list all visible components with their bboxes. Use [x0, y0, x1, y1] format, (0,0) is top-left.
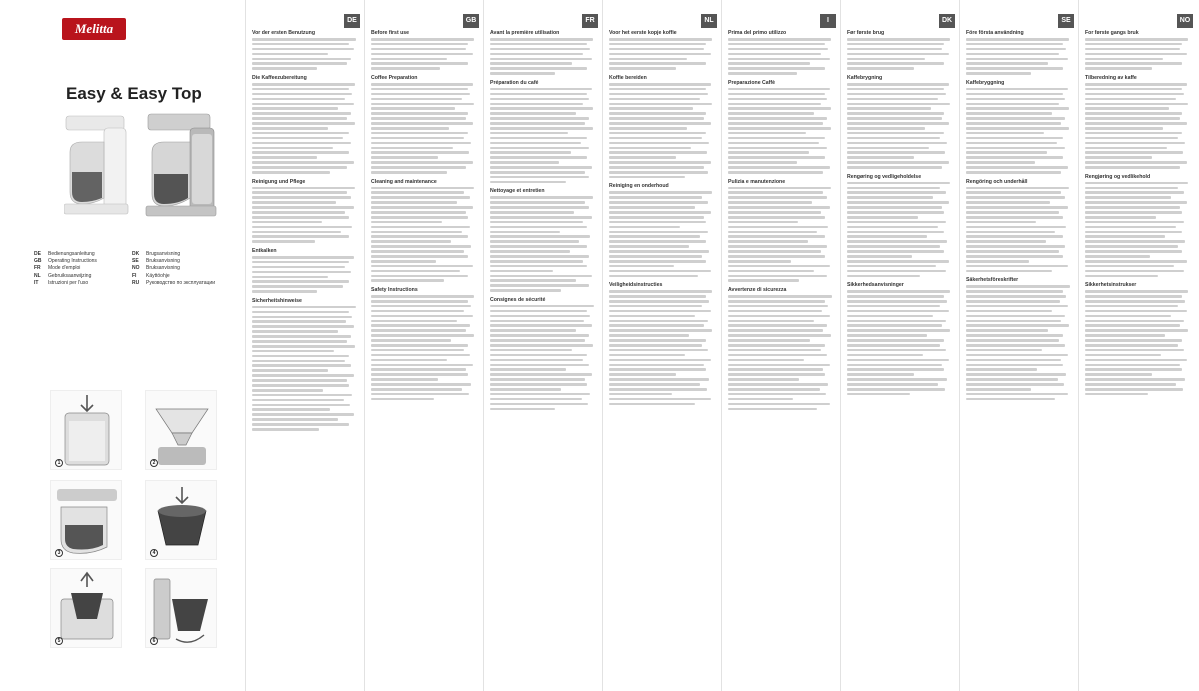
figure-number-3: 3: [55, 549, 63, 557]
section-heading: Före första användning: [966, 30, 1024, 36]
figure-3: [50, 480, 122, 560]
figure-panel: [0, 380, 245, 691]
figure-4-drawing: [146, 481, 218, 561]
figure-number-2: 2: [150, 459, 158, 467]
fold-line: [602, 0, 603, 691]
section-heading: Coffee Preparation: [371, 74, 418, 81]
fold-line: [1078, 0, 1079, 691]
figure-4: [145, 480, 217, 560]
figure-number-1: 1: [55, 459, 63, 467]
section-heading: For første gangs bruk: [1085, 30, 1139, 36]
section-heading: Nettoyage et entretien: [490, 188, 545, 195]
section-heading: Koffie bereiden: [609, 74, 647, 81]
language-tab: I: [820, 14, 836, 28]
column-text: [966, 24, 1074, 683]
column-text: [847, 24, 955, 683]
coffee-machine-white: [64, 116, 128, 214]
section-heading: Safety Instructions: [371, 287, 418, 294]
language-tab: NL: [701, 14, 717, 28]
figure-2: [145, 390, 217, 470]
language-tab: NO: [1177, 14, 1193, 28]
section-heading: Vor der ersten Benutzung: [252, 30, 316, 36]
language-tab: DE: [344, 14, 360, 28]
section-heading: Avant la première utilisation: [490, 30, 560, 36]
figure-6: [145, 568, 217, 648]
language-tab: DK: [939, 14, 955, 28]
fold-line: [483, 0, 484, 691]
language-tab: SE: [1058, 14, 1074, 28]
section-heading: Sikkerhetsinstrukser: [1085, 282, 1137, 289]
coffee-machines-illustration: [64, 112, 234, 222]
section-heading: Reinigung und Pflege: [252, 178, 306, 185]
figure-1-drawing: [51, 391, 123, 471]
section-heading: Voor het eerste kopje koffie: [609, 30, 677, 36]
section-heading: Prima del primo utilizzo: [728, 30, 787, 36]
section-heading: Kaffebryggning: [966, 79, 1005, 86]
fold-line: [721, 0, 722, 691]
column-fr: [490, 0, 598, 691]
figure-3-drawing: [51, 481, 123, 561]
section-heading: Consignes de sécurité: [490, 296, 546, 303]
cover-panel: [0, 0, 245, 380]
figure-1: [50, 390, 122, 470]
section-heading: Säkerhetsföreskrifter: [966, 277, 1019, 284]
fold-line: [959, 0, 960, 691]
section-heading: Pulizia e manutenzione: [728, 178, 786, 185]
column-text: [371, 24, 479, 683]
figure-5: [50, 568, 122, 648]
section-heading: Sicherheitshinweise: [252, 297, 302, 304]
column-no: [1085, 0, 1193, 691]
column-text: [252, 24, 360, 683]
brand-logo: Melitta: [62, 18, 126, 40]
column-text: [490, 24, 598, 683]
fold-line: [364, 0, 365, 691]
section-heading: Cleaning and maintenance: [371, 178, 437, 185]
language-list: DE Bedienungsanleitung DK Brugsanvisning GB Operating Instructions SE Bruksanvisning FR Mode d'emploi NO Bruksanvisning NL Gebruiksaanwijzing FI Käyttöohje IT Istruzioni per l'uso RU Руководство по эксплуатации: [34, 251, 215, 286]
figure-number-6: 6: [150, 637, 158, 645]
section-heading: Entkalken: [252, 247, 277, 254]
coffee-machine-steel: [146, 114, 216, 216]
figure-5-drawing: [51, 569, 123, 649]
column-gb: [371, 0, 479, 691]
figure-6-drawing: [146, 569, 218, 649]
section-heading: Rengjøring og vedlikehold: [1085, 173, 1151, 180]
section-heading: Préparation du café: [490, 79, 539, 86]
column-dk: [847, 0, 955, 691]
language-tab: FR: [582, 14, 598, 28]
column-se: [966, 0, 1074, 691]
column-de: [252, 0, 360, 691]
section-heading: Rengöring och underhåll: [966, 178, 1028, 185]
column-text: [1085, 24, 1193, 683]
section-heading: Preparazione Caffè: [728, 79, 775, 86]
language-tab: GB: [463, 14, 479, 28]
figure-number-5: 5: [55, 637, 63, 645]
fold-line: [840, 0, 841, 691]
section-heading: Før første brug: [847, 30, 885, 36]
section-heading: Veiligheidsinstructies: [609, 282, 663, 289]
section-heading: Kaffebrygning: [847, 74, 883, 81]
section-heading: Tilberedning av kaffe: [1085, 74, 1137, 81]
section-heading: Rengøring og vedligeholdelse: [847, 173, 922, 180]
product-title: Easy & Easy Top: [66, 84, 202, 103]
section-heading: Die Kaffeezubereitung: [252, 74, 307, 81]
section-heading: Before first use: [371, 30, 410, 36]
section-heading: Reiniging en onderhoud: [609, 183, 669, 190]
fold-line: [245, 0, 246, 691]
section-heading: Sikkerhedsanvisninger: [847, 282, 904, 289]
column-text: [728, 24, 836, 683]
figure-number-4: 4: [150, 549, 158, 557]
figure-2-drawing: [146, 391, 218, 471]
section-heading: Avvertenze di sicurezza: [728, 287, 787, 294]
column-text: [609, 24, 717, 683]
column-nl: [609, 0, 717, 691]
column-it: [728, 0, 836, 691]
